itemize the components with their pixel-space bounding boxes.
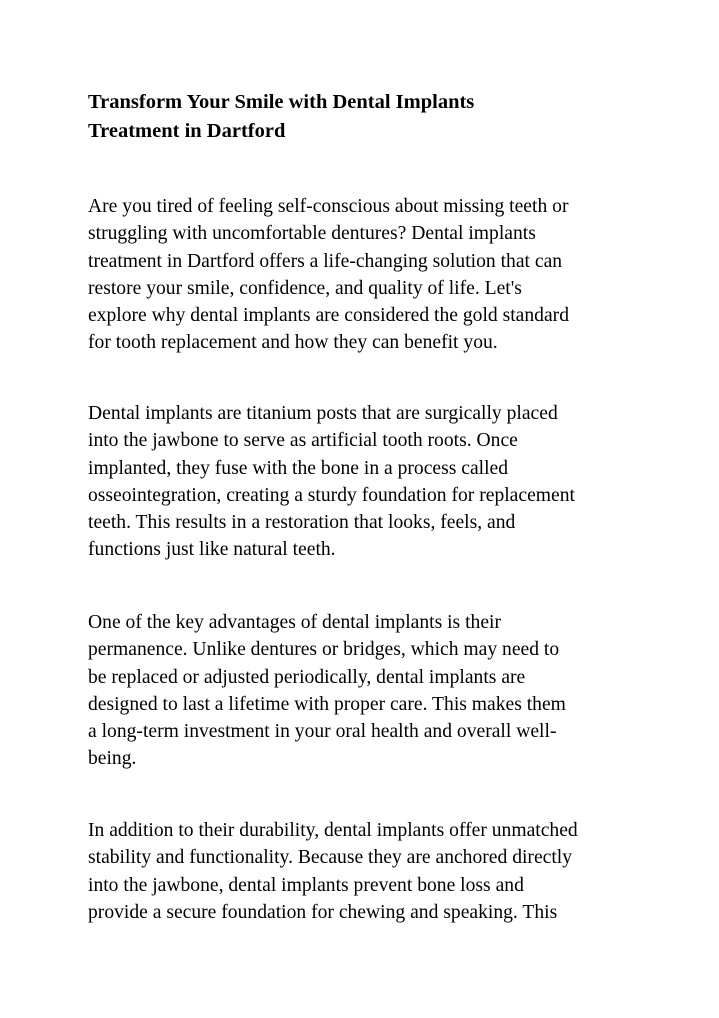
paragraph-line: restore your smile, confidence, and quality of life. Let's — [88, 277, 522, 299]
document-title — [88, 88, 648, 146]
paragraph-line: be replaced or adjusted periodically, dental implants are — [88, 666, 526, 688]
paragraph-line: osseointegration, creating a sturdy foundation for replacement — [88, 484, 575, 506]
paragraph-stability — [88, 817, 578, 926]
paragraph-line: struggling with uncomfortable dentures? Dental implants — [88, 223, 536, 245]
paragraph-line: Dental implants are titanium posts that are surgically placed — [88, 403, 558, 424]
paragraph-line: permanence. Unlike dentures or bridges, which may need to — [88, 639, 560, 661]
paragraph-line: One of the key advantages of dental implants is their — [88, 612, 501, 633]
title-line: Transform Your Smile with Dental Implants — [88, 91, 475, 113]
paragraph-line: explore why dental implants are considered the gold standard — [88, 305, 569, 327]
paragraph-intro — [88, 193, 569, 357]
paragraph-permanence — [88, 609, 566, 773]
paragraph-line: teeth. This results in a restoration that looks, feels, and — [88, 512, 516, 534]
paragraph-line: treatment in Dartford offers a life-changing solution that can — [88, 250, 563, 272]
paragraph-line: into the jawbone, dental implants prevent bone loss and — [88, 874, 524, 896]
paragraph-line: Are you tired of feeling self-conscious about missing teeth or — [88, 196, 569, 217]
paragraph-line: stability and functionality. Because they are anchored directly — [88, 847, 573, 869]
paragraph-line: implanted, they fuse with the bone in a process called — [88, 457, 509, 479]
paragraph-line: designed to last a lifetime with proper care. This makes them — [88, 693, 566, 715]
paragraph-line: provide a secure foundation for chewing and speaking. This — [88, 901, 558, 923]
paragraph-what-are-implants — [88, 400, 575, 564]
paragraph-line: a long-term investment in your oral health and overall well- — [88, 721, 557, 743]
title-line: Treatment in Dartford — [88, 120, 286, 142]
paragraph-line: into the jawbone to serve as artificial tooth roots. Once — [88, 430, 518, 452]
document-page — [88, 88, 648, 923]
paragraph-line: being. — [88, 748, 137, 770]
paragraph-line: for tooth replacement and how they can benefit you. — [88, 332, 498, 354]
paragraph-line: In addition to their durability, dental implants offer unmatched — [88, 820, 578, 841]
paragraph-line: functions just like natural teeth. — [88, 539, 336, 561]
